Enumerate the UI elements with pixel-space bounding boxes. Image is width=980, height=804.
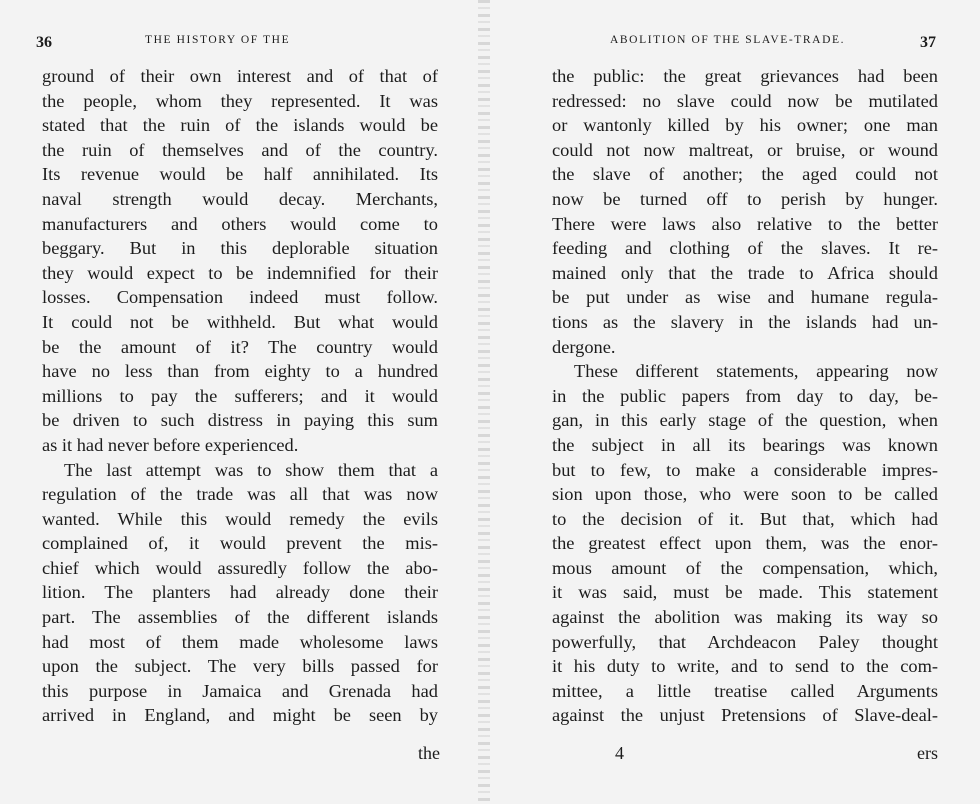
catchword: the (418, 743, 440, 763)
text-line: redressed: no slave could now be mutilated (552, 90, 938, 111)
text-line: now be turned off to perish by hunger. (552, 188, 938, 209)
text-line: upon the subject. The very bills passed for (42, 656, 438, 677)
left-page (0, 0, 480, 804)
text-line: be driven to such distress in paying this sum (42, 410, 438, 431)
text-line: These different statements, appearing now (574, 361, 938, 382)
text-line: the ruin of themselves and of the country. (42, 139, 438, 160)
text-line: millions to pay the sufferers; and it would (42, 385, 438, 406)
text-line: had most of them made wholesome laws (42, 631, 438, 652)
text-line: wanted. While this would remedy the evils (42, 508, 438, 529)
text-line: it his duty to write, and to send to the com- (552, 656, 938, 677)
text-line: mous amount of the compensation, which, (552, 557, 938, 578)
text-line: or wantonly killed by his owner; one man (552, 115, 938, 136)
body-text (42, 64, 438, 728)
text-line: but to few, to make a considerable impres- (552, 459, 938, 480)
text-line: have no less than from eighty to a hundred (42, 361, 438, 382)
text-line: to the decision of it. But that, which had (552, 508, 938, 529)
text-line: part. The assemblies of the different islands (42, 607, 438, 628)
text-line: they would expect to be indemnified for their (42, 262, 438, 283)
text-line: mittee, a little treatise called Arguments (552, 680, 938, 701)
running-head: ABOLITION OF THE SLAVE-TRADE. (610, 34, 846, 46)
text-line: against the unjust Pretensions of Slave-deal- (552, 705, 938, 726)
right-page (500, 0, 980, 804)
text-line: as it had never before experienced. (42, 434, 299, 455)
text-line: lition. The planters had already done their (42, 582, 438, 603)
text-line: ground of their own interest and of that of (42, 66, 438, 86)
text-line: feeding and clothing of the slaves. It re- (552, 238, 938, 259)
text-line: manufacturers and others would come to (42, 213, 438, 234)
text-line: be the amount of it? The country would (42, 336, 438, 357)
text-line: chief which would assuredly follow the abo- (42, 557, 438, 578)
text-line: the public: the great grievances had been (552, 66, 938, 86)
running-head: THE HISTORY OF THE (145, 34, 291, 46)
text-line: beggary. But in this deplorable situation (42, 238, 438, 259)
page-number: 36 (36, 34, 52, 51)
text-line: this purpose in Jamaica and Grenada had (42, 680, 438, 701)
book-gutter (478, 0, 490, 804)
body-text (552, 64, 938, 728)
page-number: 37 (920, 34, 936, 51)
text-line: could not now maltreat, or bruise, or wound (552, 139, 938, 160)
text-line: powerfully, that Archdeacon Paley thought (552, 631, 938, 652)
catchword: ers (917, 743, 938, 763)
text-line: regulation of the trade was all that was now (42, 484, 438, 505)
text-line: dergone. (552, 336, 616, 357)
text-line: tions as the slavery in the islands had un- (552, 311, 938, 332)
text-line: The last attempt was to show them that a (64, 459, 438, 480)
text-line: the people, whom they represented. It was (42, 90, 438, 111)
text-line: losses. Compensation indeed must follow. (42, 287, 438, 308)
text-line: it was said, must be made. This statement (552, 582, 938, 603)
text-line: sion upon those, who were soon to be called (552, 484, 938, 505)
text-line: Its revenue would be half annihilated. Its (42, 164, 438, 185)
text-line: It could not be withheld. But what would (42, 311, 438, 332)
text-line: be put under as wise and humane regula- (552, 287, 938, 308)
text-line: naval strength would decay. Merchants, (42, 188, 438, 209)
text-line: arrived in England, and might be seen by (42, 705, 438, 726)
text-line: There were laws also relative to the better (552, 213, 938, 234)
text-line: mained only that the trade to Africa should (552, 262, 938, 283)
signature-mark: 4 (615, 743, 624, 763)
text-line: against the abolition was making its way so (552, 607, 938, 628)
text-line: gan, in this early stage of the question, when (552, 410, 938, 431)
text-line: in the public papers from day to day, be- (552, 385, 938, 406)
text-line: the subject in all its bearings was known (552, 434, 938, 455)
text-line: the greatest effect upon them, was the enor- (552, 533, 938, 554)
text-line: stated that the ruin of the islands would be (42, 115, 438, 136)
text-line: the slave of another; the aged could not (552, 164, 938, 185)
text-line: complained of, it would prevent the mis- (42, 533, 438, 554)
